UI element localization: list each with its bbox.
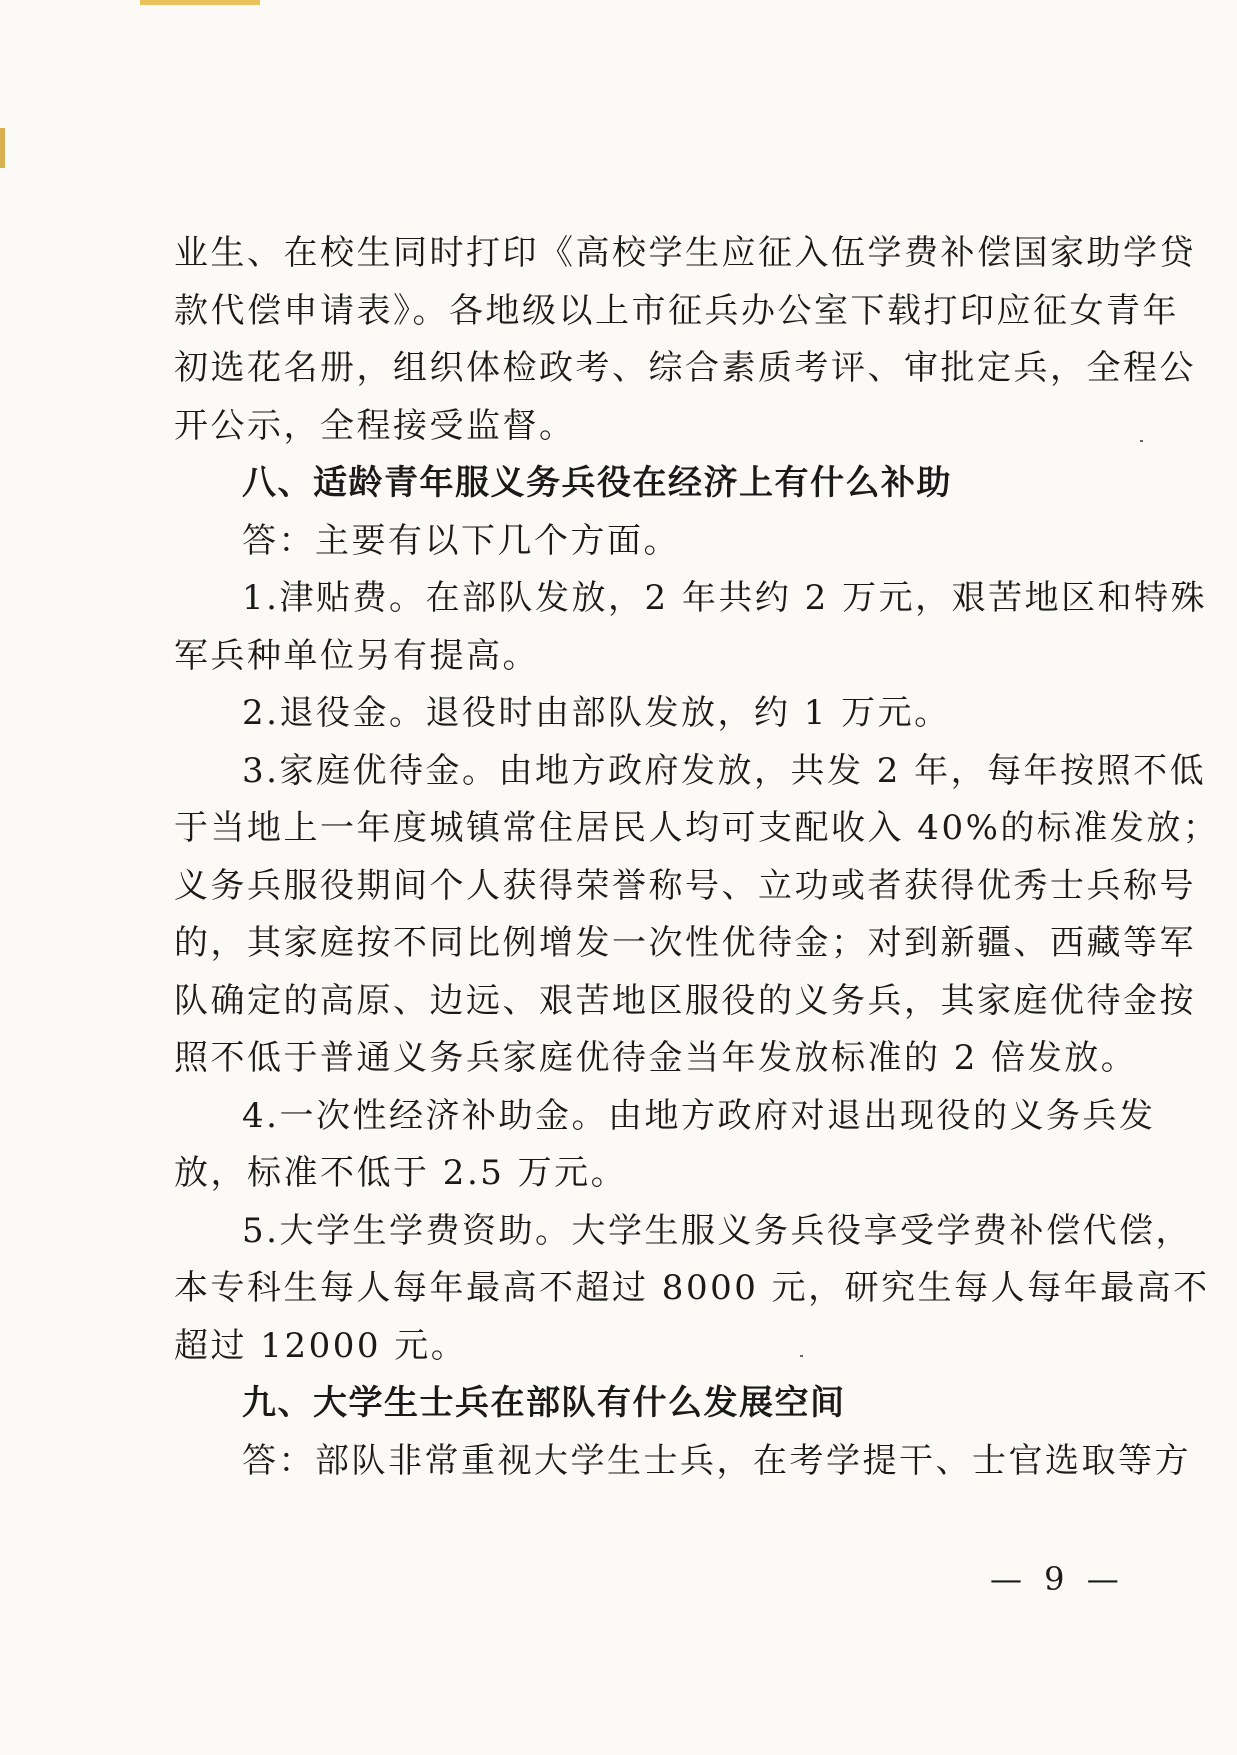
scan-speck xyxy=(800,1355,803,1357)
text-line: 于当地上一年度城镇常住居民人均可支配收入 40%的标准发放； xyxy=(174,808,1220,848)
document-page xyxy=(174,225,1220,1490)
section-heading-8 xyxy=(174,455,1094,513)
text-line: 款代偿申请表》。各地级以上市征兵办公室下载打印应征女青年 xyxy=(174,290,1179,331)
text-line: 5.大学生学费资助。大学生服义务兵役享受学费补偿代偿， xyxy=(242,1210,1192,1251)
scan-speck xyxy=(1140,440,1143,442)
list-item-3 xyxy=(174,743,1220,1088)
text-line: 队确定的高原、边远、艰苦地区服役的义务兵，其家庭优待金按 xyxy=(174,980,1196,1021)
text-line: 答：主要有以下几个方面。 xyxy=(242,520,680,561)
text-line: 超过 12000 元。 xyxy=(174,1325,468,1366)
list-item-5 xyxy=(174,1203,1210,1376)
page-number: — 9 — xyxy=(990,1560,1125,1598)
text-line: 义务兵服役期间个人获得荣誉称号、立功或者获得优秀士兵称号 xyxy=(174,865,1196,906)
heading-text: 八、适龄青年服义务兵役在经济上有什么补助 xyxy=(242,463,952,503)
text-line: 放，标准不低于 2.5 万元。 xyxy=(174,1153,628,1193)
scan-edge-mark-left xyxy=(0,128,5,168)
section-heading-9 xyxy=(174,1375,1094,1433)
heading-text: 九、大学生士兵在部队有什么发展空间 xyxy=(242,1383,846,1423)
text-line: 本专科生每人每年最高不超过 8000 元，研究生每人每年最高不 xyxy=(174,1268,1210,1308)
text-line: 开公示，全程接受监督。 xyxy=(174,405,576,446)
list-item-2 xyxy=(174,685,1094,743)
text-line: 的，其家庭按不同比例增发一次性优待金；对到新疆、西藏等军 xyxy=(174,923,1196,963)
text-line: 业生、在校生同时打印《高校学生应征入伍学费补偿国家助学贷 xyxy=(174,233,1196,273)
paragraph-continued xyxy=(174,225,1196,455)
text-line: 答：部队非常重视大学生士兵，在考学提干、士官选取等方 xyxy=(242,1440,1191,1481)
text-line: 初选花名册，组织体检政考、综合素质考评、审批定兵，全程公 xyxy=(174,348,1196,388)
list-item-4 xyxy=(174,1088,1156,1203)
text-line: 军兵种单位另有提高。 xyxy=(174,635,539,676)
answer-paragraph-8 xyxy=(174,513,1094,571)
text-line: 2.退役金。退役时由部队发放，约 1 万元。 xyxy=(242,693,951,733)
text-line: 3.家庭优待金。由地方政府发放，共发 2 年，每年按照不低 xyxy=(242,750,1207,791)
text-line: 照不低于普通义务兵家庭优待金当年发放标准的 2 倍发放。 xyxy=(174,1038,1138,1078)
text-line: 1.津贴费。在部队发放，2 年共约 2 万元，艰苦地区和特殊 xyxy=(242,578,1208,618)
scan-edge-mark xyxy=(140,0,260,5)
list-item-1 xyxy=(174,570,1208,685)
answer-paragraph-9 xyxy=(174,1433,1191,1491)
text-line: 4.一次性经济补助金。由地方政府对退出现役的义务兵发 xyxy=(242,1095,1156,1136)
